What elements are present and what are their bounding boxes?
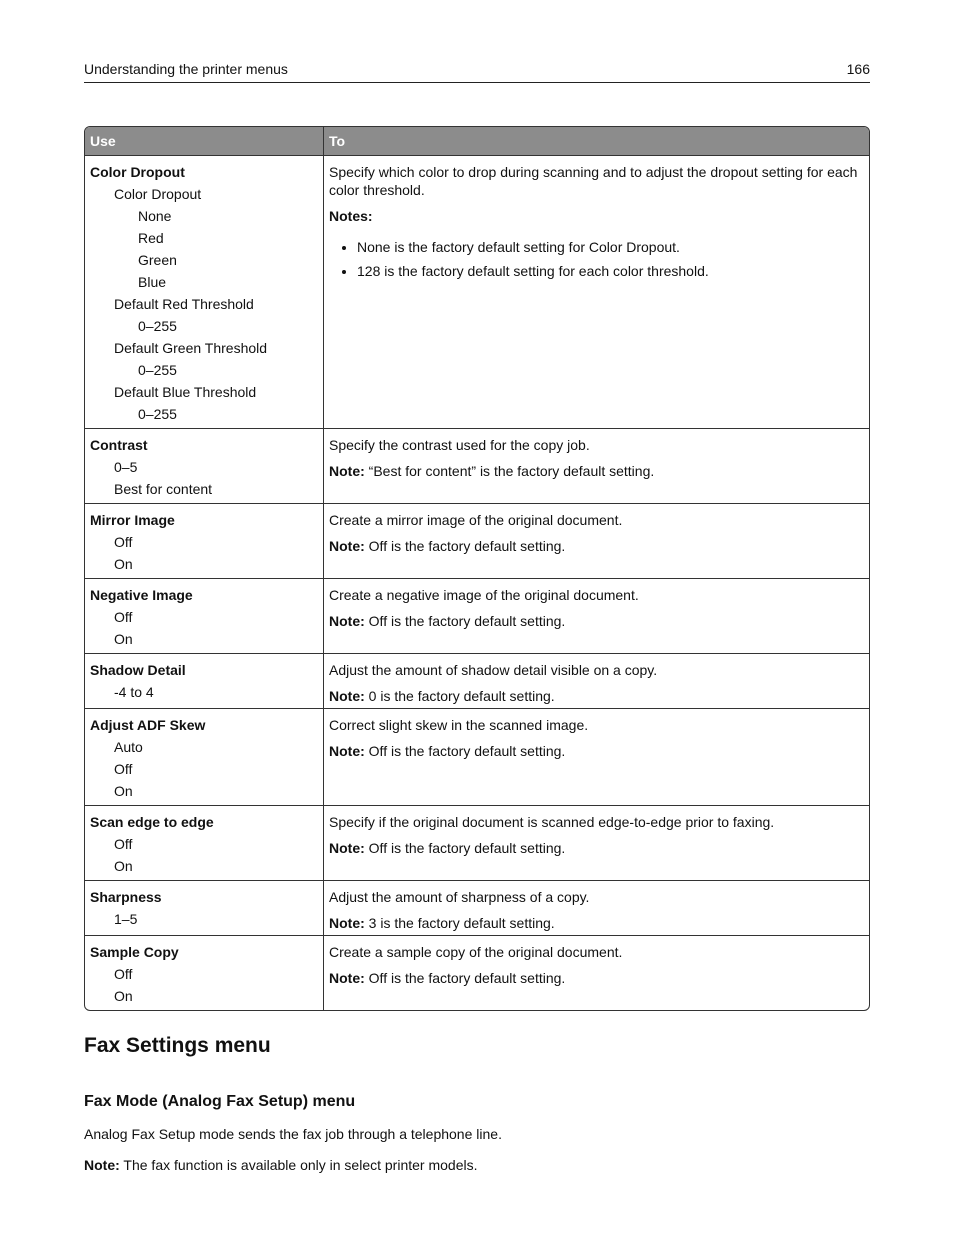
setting-note — [329, 462, 864, 480]
setting-option: Off — [114, 836, 133, 852]
setting-option: Default Red Threshold — [114, 296, 254, 312]
column-header-use: Use — [85, 127, 324, 155]
setting-option: Blue — [138, 274, 167, 290]
note-text: Off is the factory default setting. — [368, 840, 566, 856]
setting-description: Specify which color to drop during scanning and to adjust the dropout setting for each color threshold. — [329, 164, 858, 198]
setting-description: Specify the contrast used for the copy job. — [329, 437, 590, 453]
table-row — [85, 428, 869, 503]
setting-option: 0–5 — [114, 459, 138, 475]
note-text: 0 is the factory default setting. — [368, 688, 555, 704]
setting-description: Adjust the amount of shadow detail visible on a copy. — [329, 662, 658, 678]
setting-option: On — [114, 858, 133, 874]
note-label: Note: — [329, 840, 365, 856]
table-row — [85, 880, 869, 935]
table-row — [85, 503, 869, 578]
setting-description: Specify if the original document is scanned edge-to-edge prior to faxing. — [329, 814, 775, 830]
use-cell — [85, 578, 324, 653]
setting-title: Shadow Detail — [90, 662, 186, 678]
setting-description: Correct slight skew in the scanned image. — [329, 717, 589, 733]
setting-option: On — [114, 988, 133, 1004]
setting-title: Adjust ADF Skew — [90, 717, 206, 733]
page-number: 166 — [846, 61, 870, 77]
setting-option: Off — [114, 534, 133, 550]
note-label: Note: — [84, 1157, 120, 1173]
notes-label: Notes: — [329, 208, 373, 224]
to-cell — [324, 578, 869, 653]
setting-note — [329, 687, 864, 705]
setting-option: Red — [138, 230, 164, 246]
to-cell — [324, 880, 869, 935]
setting-option: Off — [114, 761, 133, 777]
use-cell — [85, 428, 324, 503]
note-item: • None is the factory default setting for Color Dropout. — [357, 235, 864, 259]
setting-note — [329, 839, 864, 857]
header-title: Understanding the printer menus — [84, 61, 288, 77]
note-label: Note: — [329, 463, 365, 479]
note-text: 3 is the factory default setting. — [368, 915, 555, 931]
setting-option: Default Green Threshold — [114, 340, 268, 356]
subsection-heading: Fax Mode (Analog Fax Setup) menu — [84, 1093, 356, 1110]
menu-settings-table — [84, 126, 870, 1011]
to-cell — [324, 428, 869, 503]
setting-option: 1–5 — [114, 911, 138, 927]
use-cell — [85, 653, 324, 708]
to-cell — [324, 935, 869, 1010]
setting-title: Color Dropout — [90, 164, 185, 180]
note-label: Note: — [329, 688, 365, 704]
note-label: Note: — [329, 970, 365, 986]
setting-note — [329, 537, 864, 555]
note-item: • 128 is the factory default setting for each color threshold. — [357, 259, 864, 283]
to-cell — [324, 155, 869, 428]
setting-option: Off — [114, 966, 133, 982]
note-label: Note: — [329, 915, 365, 931]
setting-note — [329, 914, 864, 932]
setting-description: Create a negative image of the original document. — [329, 587, 639, 603]
setting-option: Default Blue Threshold — [114, 384, 257, 400]
table-row — [85, 935, 869, 1010]
setting-option: 0–255 — [138, 406, 177, 422]
to-cell — [324, 708, 869, 805]
note-label: Note: — [329, 613, 365, 629]
setting-option: Best for content — [114, 481, 213, 497]
setting-title: Contrast — [90, 437, 148, 453]
note-label: Note: — [329, 743, 365, 759]
setting-note — [329, 969, 864, 987]
setting-option: Color Dropout — [114, 186, 202, 202]
setting-option: 0–255 — [138, 362, 177, 378]
page-header — [84, 60, 870, 83]
to-cell — [324, 805, 869, 880]
to-cell — [324, 503, 869, 578]
setting-option: On — [114, 631, 133, 647]
setting-option: Green — [138, 252, 177, 268]
use-cell — [85, 880, 324, 935]
note-text: The fax function is available only in select printer models. — [123, 1157, 478, 1173]
table-row — [85, 708, 869, 805]
notes-list — [329, 235, 864, 283]
note-text: Off is the factory default setting. — [368, 743, 566, 759]
setting-option: On — [114, 556, 133, 572]
to-cell — [324, 653, 869, 708]
setting-description: Create a mirror image of the original document. — [329, 512, 623, 528]
setting-note — [329, 742, 864, 760]
setting-title: Sample Copy — [90, 944, 179, 960]
table-row — [85, 805, 869, 880]
setting-option: None — [138, 208, 172, 224]
table-row — [85, 578, 869, 653]
setting-option: On — [114, 783, 133, 799]
setting-description: Create a sample copy of the original document. — [329, 944, 623, 960]
table-row — [85, 653, 869, 708]
column-header-to: To — [324, 127, 869, 155]
use-cell — [85, 805, 324, 880]
use-cell — [85, 708, 324, 805]
note-text: “Best for content” is the factory default setting. — [368, 463, 655, 479]
use-cell — [85, 935, 324, 1010]
section-note — [84, 1156, 870, 1174]
setting-option: Auto — [114, 739, 143, 755]
page-body — [84, 126, 870, 1174]
setting-title: Sharpness — [90, 889, 162, 905]
setting-note — [329, 612, 864, 630]
setting-title: Negative Image — [90, 587, 193, 603]
note-text: Off is the factory default setting. — [368, 970, 566, 986]
setting-description: Adjust the amount of sharpness of a copy. — [329, 889, 590, 905]
setting-option: -4 to 4 — [114, 684, 154, 700]
section-paragraph: Analog Fax Setup mode sends the fax job through a telephone line. — [84, 1126, 502, 1142]
setting-title: Scan edge to edge — [90, 814, 214, 830]
table-row — [85, 155, 869, 428]
setting-option: 0–255 — [138, 318, 177, 334]
use-cell — [85, 155, 324, 428]
note-text: Off is the factory default setting. — [368, 613, 566, 629]
setting-option: Off — [114, 609, 133, 625]
setting-title: Mirror Image — [90, 512, 175, 528]
note-text: Off is the factory default setting. — [368, 538, 566, 554]
note-label: Note: — [329, 538, 365, 554]
use-cell — [85, 503, 324, 578]
section-heading: Fax Settings menu — [84, 1034, 271, 1057]
